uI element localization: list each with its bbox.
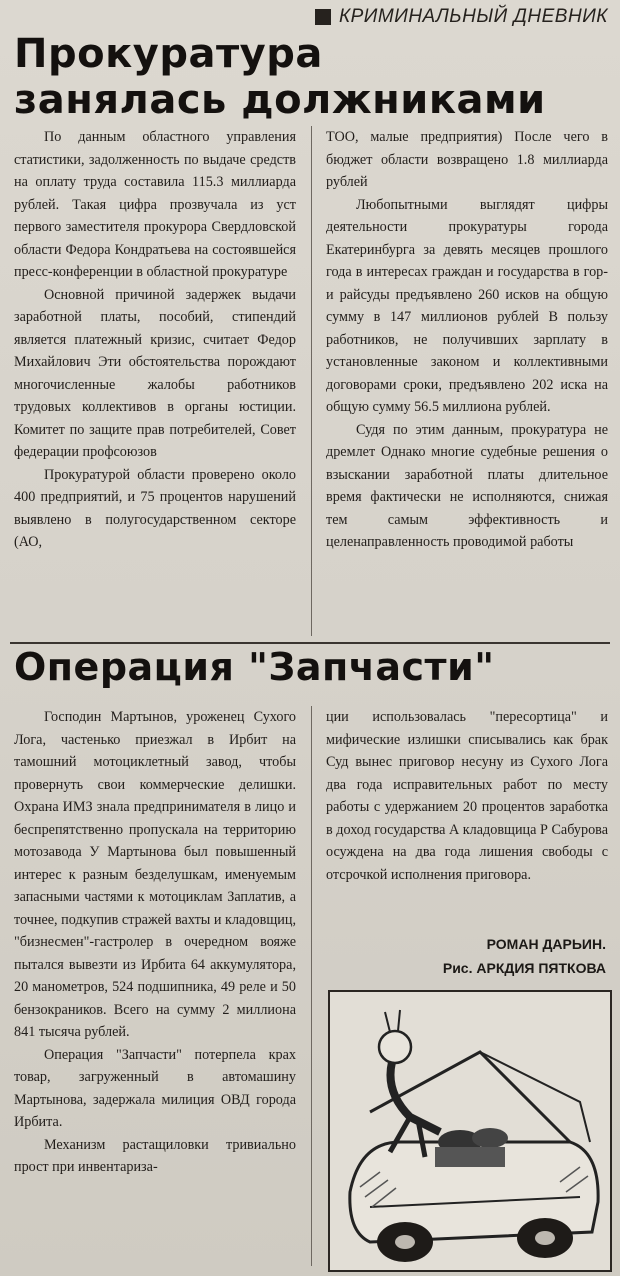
section-rubric [315, 6, 608, 28]
paragraph: ТОО, малые предприятия) После чего в бюджет области возвращено 1.8 миллиарда рублей [326, 129, 608, 190]
paragraph: По данным областного управления статистики, задолженность по выдаче средств на оплату труда составила 115.3 миллиарда рублей. Такая цифра прозвучала из уст первого заместителя прокурора Свердловской области Федора Кондратьева на состоявшейся пресс-конференции в областной прокуратуре [14, 129, 296, 280]
byline-author: РОМАН ДАРЬИН. [486, 936, 606, 952]
headline-1-line-1: Прокуратура [14, 31, 323, 77]
article-separator [10, 642, 610, 644]
article-2-column-1 [14, 706, 296, 1179]
paragraph: Любопытными выглядят цифры деятельности прокуратуры города Екатеринбурга за девять месяцев прошлого года в интересах граждан и государства в гор- и райсуды предъявлено 260 исков на общую сумму в 147 миллионов рублей В пользу работников, не получивших зарплату в установленные законом и коллективными договорами сроки, предъявлено 202 иска на общую сумму 56.5 миллиона рублей. [326, 196, 608, 415]
article-1-column-2 [326, 126, 608, 554]
paragraph: ции использовалась "пересортица" и мифические излишки списывались как брак Суд вынес приговор несуну из Сухого Лога два года исправительных работ по месту работы с удержанием 20 процентов заработка в доход государства А кладовщица Р Сабурова осуждена на два года лишения свободы с отсрочкой исполнения приговора. [326, 709, 608, 883]
column-divider [311, 126, 312, 636]
article-1-column-1 [14, 126, 296, 554]
paragraph: Судя по этим данным, прокуратура не дремлет Однако многие судебные решения о взыскании заработной платы длительное время фактически не исполняются, снижая тем самым эффективность и целенаправленность проводимой работы [326, 421, 608, 550]
paragraph: Основной причиной задержек выдачи заработной платы, пособий, стипендий является платежный кризис, считает Федор Михайлович Эти обстоятельства порождают многочисленные жалобы работников трудовых коллективов в органы юстиции. Комитет по защите прав потребителей, Совет федерации профсоюзов [14, 286, 296, 460]
headline-1-line-2: занялась должниками [14, 77, 546, 123]
paragraph: Операция "Запчасти" потерпела крах товар, загруженный в автомашину Мартынова, задержала милиция ОВД города Ирбита. [14, 1046, 296, 1130]
paragraph: Механизм растащиловки тривиально прост при инвентариза- [14, 1136, 296, 1175]
paragraph: Господин Мартынов, уроженец Сухого Лога, частенько приезжал в Ирбит на тамошний мотоциклетный завод, чтобы провернуть свои коммерческие делишки. Охрана ИМЗ знала предпринимателя в лицо и беспрепятственно пропускала на территорию мотозавода У Мартынова был повышенный интерес к разным безделушкам, именуемым запасными частями к мотоциклам Заплатив, а точнее, подкупив стражей вахты и кладовщиц, "бизнесмен"-гастролер в очередном вояже пытался вывезти из Ирбита 64 аккумулятора, 20 манометров, 524 подшипника, 49 реле и 50 бензокраников. Всего на сумму 2 миллиона 841 тысяча рублей. [14, 709, 296, 1040]
article-2-column-2 [326, 706, 608, 886]
cartoon-illustration [328, 990, 612, 1272]
cartoon-car-drawing [330, 992, 610, 1270]
column-divider [311, 706, 312, 1266]
rubric-label: КРИМИНАЛЬНЫЙ ДНЕВНИК [338, 6, 608, 27]
headline-2: Операция "Запчасти" [14, 645, 495, 689]
byline-artist: Рис. АРКДИЯ ПЯТКОВА [442, 960, 606, 976]
rubric-square-icon [315, 9, 331, 25]
paragraph: Прокуратурой области проверено около 400 предприятий, и 75 процентов нарушений выявлено в полугосударственном секторе (АО, [14, 466, 296, 550]
